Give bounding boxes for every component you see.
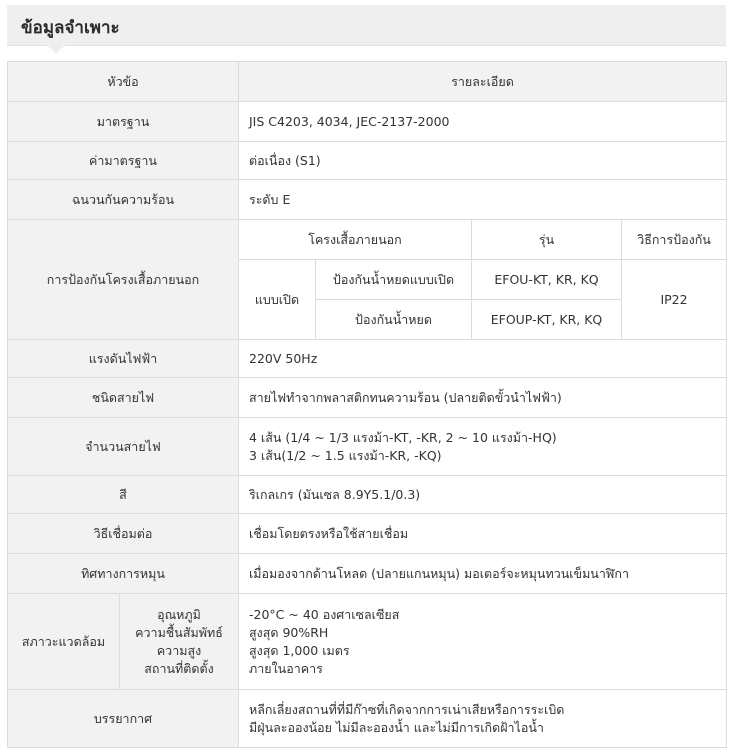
row-rotation (8, 554, 727, 594)
enclosure-model-1: EFOU-KT, KR, KQ (472, 260, 622, 300)
label-connection: วิธีเชื่อมต่อ (8, 514, 239, 554)
header-pointer (47, 45, 65, 54)
enclosure-col-method: วิธีการป้องกัน (622, 220, 727, 260)
row-enclosure-header (8, 220, 727, 260)
row-voltage (8, 340, 727, 378)
env-value-humidity: สูงสุด 90%RH (249, 624, 329, 640)
label-voltage: แรงดันไฟฟ้า (8, 340, 239, 378)
label-rotation: ทิศทางการหมุน (8, 554, 239, 594)
enclosure-type: แบบเปิด (239, 260, 316, 340)
value-wire-count (239, 418, 727, 476)
atmosphere-line-1: หลีกเลี่ยงสถานที่ที่มีก๊าซที่เกิดจากการเน่าเสียหรือการระเบิด (249, 701, 565, 717)
row-insulation (8, 180, 727, 220)
label-wire-type: ชนิดสายไฟ (8, 378, 239, 418)
row-color (8, 476, 727, 514)
row-standard (8, 102, 727, 142)
label-enclosure: การป้องกันโครงเสื้อภายนอก (8, 220, 239, 340)
label-atmosphere: บรรยากาศ (8, 690, 239, 748)
env-sub-label-humidity: ความชื้นสัมพัทธ์ (135, 624, 223, 640)
enclosure-desc-2: ป้องกันน้ำหยด (316, 300, 472, 340)
value-atmosphere (239, 690, 727, 748)
label-color: สี (8, 476, 239, 514)
env-value-altitude: สูงสุด 1,000 เมตร (249, 642, 350, 658)
label-insulation: ฉนวนกันความร้อน (8, 180, 239, 220)
row-rating (8, 142, 727, 180)
label-standard: มาตรฐาน (8, 102, 239, 142)
wire-count-line-1: 4 เส้น (1/4 ~ 1/3 แรงม้า-KT, -KR, 2 ~ 10 แรงม้า-HQ) (249, 429, 557, 445)
enclosure-col-frame: โครงเสื้อภายนอก (239, 220, 472, 260)
section-header (7, 5, 726, 46)
env-value-temperature: -20°C ~ 40 องศาเซลเซียส (249, 606, 400, 622)
value-voltage: 220V 50Hz (239, 340, 727, 378)
label-environment: สภาวะแวดล้อม (8, 594, 120, 690)
enclosure-protection: IP22 (622, 260, 727, 340)
row-wire-type (8, 378, 727, 418)
enclosure-col-model: รุ่น (472, 220, 622, 260)
value-rating: ต่อเนื่อง (S1) (239, 142, 727, 180)
value-standard: JIS C4203, 4034, JEC-2137-2000 (239, 102, 727, 142)
value-rotation: เมื่อมองจากด้านโหลด (ปลายแกนหมุน) มอเตอร์จะหมุนทวนเข็มนาฬิกา (239, 554, 727, 594)
value-insulation: ระดับ E (239, 180, 727, 220)
label-rating: ค่ามาตรฐาน (8, 142, 239, 180)
environment-sub-labels (120, 594, 239, 690)
header-topic: หัวข้อ (8, 62, 239, 102)
table-header-row (8, 62, 727, 102)
env-sub-label-altitude: ความสูง (156, 642, 202, 658)
row-atmosphere (8, 690, 727, 748)
env-sub-label-location: สถานที่ติดตั้ง (144, 660, 214, 676)
row-wire-count (8, 418, 727, 476)
value-connection: เชื่อมโดยตรงหรือใช้สายเชื่อม (239, 514, 727, 554)
atmosphere-line-2: มีฝุ่นละอองน้อย ไม่มีละอองน้ำ และไม่มีการเกิดฝ้าไอน้ำ (249, 719, 544, 735)
row-environment (8, 594, 727, 690)
spec-table (7, 61, 727, 748)
section-title: ข้อมูลจำเพาะ (21, 18, 120, 38)
environment-values (239, 594, 727, 690)
value-color: ริเกลเกร (มันเซล 8.9Y5.1/0.3) (239, 476, 727, 514)
wire-count-line-2: 3 เส้น(1/2 ~ 1.5 แรงม้า-KR, -KQ) (249, 447, 442, 463)
row-connection (8, 514, 727, 554)
enclosure-desc-1: ป้องกันน้ำหยดแบบเปิด (316, 260, 472, 300)
value-wire-type: สายไฟทำจากพลาสติกทนความร้อน (ปลายติดขั้วนำไฟฟ้า) (239, 378, 727, 418)
header-detail: รายละเอียด (239, 62, 727, 102)
label-wire-count: จำนวนสายไฟ (8, 418, 239, 476)
env-sub-label-temperature: อุณหภูมิ (157, 606, 201, 622)
enclosure-model-2: EFOUP-KT, KR, KQ (472, 300, 622, 340)
env-value-location: ภายในอาคาร (249, 660, 323, 676)
